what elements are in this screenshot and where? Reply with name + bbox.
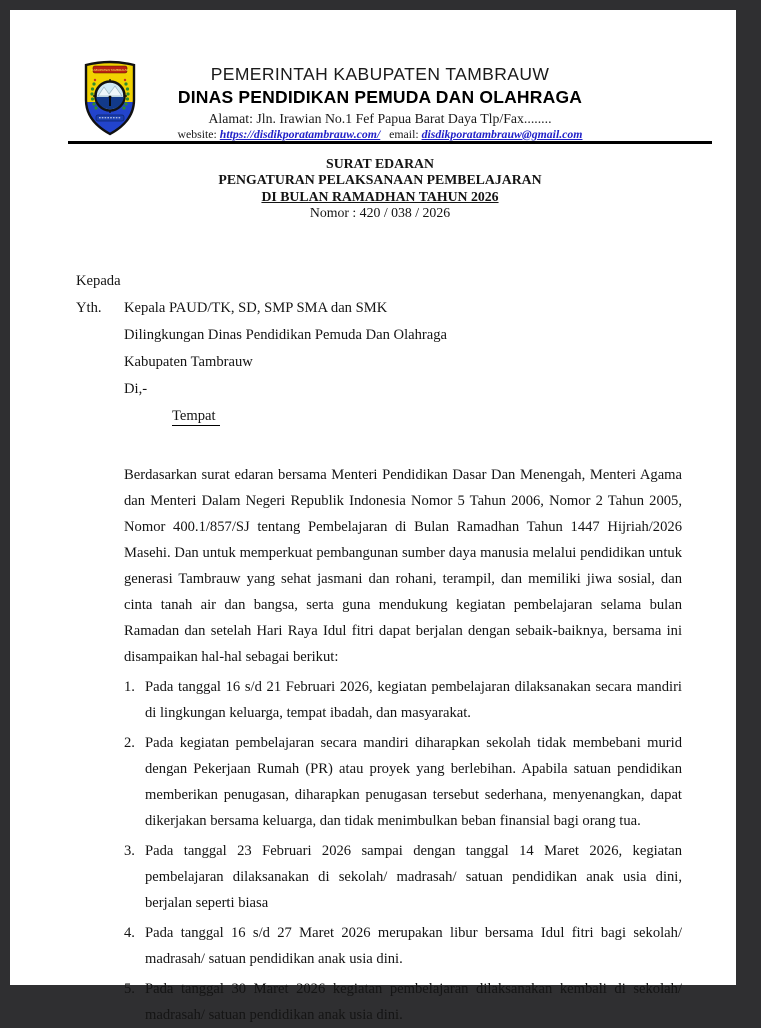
item-text: Pada tanggal 23 Februari 2026 sampai dengan tanggal 14 Maret 2026, kegiatan pembelajaran dilaksanakan di sekolah/ madrasah/ satuan pendidikan anak usia dini, berjalan seperti biasa [145,843,682,911]
contact-line [100,127,660,141]
list-item [124,730,682,834]
recipient-line: Kepala PAUD/TK, SD, SMP SMA dan SMK [124,300,388,316]
letter-title-line2: PENGATURAN PELAKSANAAN PEMBELAJARAN [218,172,542,188]
website-label: website: [177,127,217,141]
letter-title-block [100,156,660,221]
agency-address: Alamat: Jln. Irawian No.1 Fef Papua Barat Daya Tlp/Fax........ [208,111,552,126]
email-link[interactable]: disdikporatambrauw@gmail.com [421,127,583,141]
letter-page [10,10,736,1023]
recipient-tempat: Tempat [172,408,220,426]
item-number: 2. [124,735,135,751]
letter-title-line3: DI BULAN RAMADHAN TAHUN 2026 [261,188,499,204]
agency-name: DINAS PENDIDIKAN PEMUDA DAN OLAHRAGA [177,87,583,107]
list-item [124,674,682,726]
provisions-list [124,674,682,1028]
list-item [124,976,682,1028]
item-number: 5. [124,981,135,997]
recipient-line: Di,- [124,381,148,397]
item-number: 1. [124,679,135,695]
svg-text:KABUPATEN TAMBRAUW: KABUPATEN TAMBRAUW [91,68,129,72]
letterhead [100,62,660,141]
recipient-yth: Yth. [76,300,102,316]
item-text: Pada tanggal 30 Maret 2026 kegiatan pembelajaran dilaksanakan kembali di sekolah/ madrasah/ satuan pendidikan anak usia dini. [145,981,682,1023]
list-item [124,920,682,972]
letter-number: Nomor : 420 / 038 / 2026 [309,204,451,220]
opening-paragraph: Berdasarkan surat edaran bersama Menteri Pendidikan Dasar Dan Menengah, Menteri Agama dan Menteri Dalam Negeri Republik Indonesia Nomor 5 Tahun 2006, Nomor 2 Tahun 2005, Nomor 400.1/857/SJ tentang Pembelajaran di Bulan Ramadhan Tahun 1447 Hijriah/2026 Masehi. Dan untuk memperkuat pembangunan sumber daya manusia melalui pendidikan untuk generasi Tambrauw yang sehat jasmani dan rohani, terampil, dan memiliki jiwa sosial, dan cinta tanah air dan bangsa, serta guna mendukung kegiatan pembelajaran selama bulan Ramadan dan setelah Hari Raya Idul fitri dapat berjalan dengan sebaik-baiknya, bersama ini disampaikan hal-hal sebagai berikut: [124,467,682,665]
recipient-kepada: Kepada [76,273,121,289]
list-item [124,838,682,916]
website-link[interactable]: https://disdikporatambrauw.com/ [219,127,381,141]
government-name: PEMERINTAH KABUPATEN TAMBRAUW [210,64,550,84]
letterhead-divider [68,141,712,144]
recipient-line: Kabupaten Tambrauw [124,354,253,370]
email-label: email: [389,127,419,141]
letter-title-line1: SURAT EDARAN [326,156,434,171]
item-text: Pada kegiatan pembelajaran secara mandiri diharapkan sekolah tidak membebani murid dengan Pekerjaan Rumah (PR) atau proyek yang berlebihan. Apabila satuan pendidikan memberikan penugasan, diharapkan penugasan tersebut sederhana, menyenangkan, dapat dikerjakan bersama keluarga, dan tidak menimbulkan beban finansial bagi orang tua. [145,735,682,829]
recipient-line: Dilingkungan Dinas Pendidikan Pemuda Dan Olahraga [124,327,448,343]
item-text: Pada tanggal 16 s/d 27 Maret 2026 merupakan libur bersama Idul fitri bagi sekolah/ madrasah/ satuan pendidikan anak usia dini. [145,925,682,967]
item-text: Pada tanggal 16 s/d 21 Februari 2026, kegiatan pembelajaran dilaksanakan secara mandiri di lingkungan keluarga, tempat ibadah, dan masyarakat. [145,679,682,721]
item-number: 4. [124,925,135,941]
item-number: 3. [124,843,135,859]
letter-body [124,462,682,1028]
